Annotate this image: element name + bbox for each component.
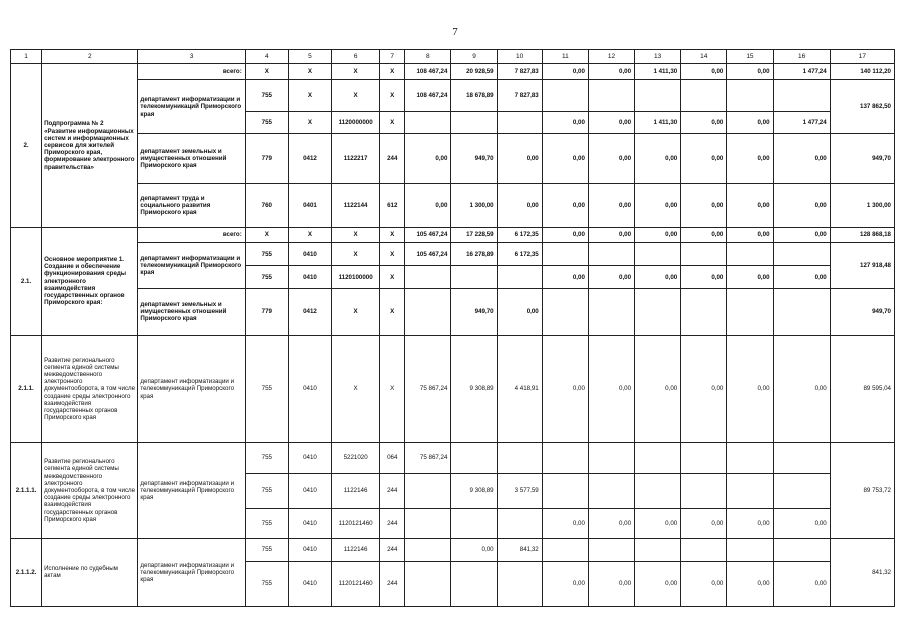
cell-c9: 9 308,89 [451,335,497,443]
cell-c7: 612 [380,184,405,228]
cell-c10: 841,32 [497,538,542,561]
cell-c10: 6 172,35 [497,227,542,242]
cell-c8: 108 467,24 [405,64,451,80]
cell-c17: 949,70 [830,134,894,184]
cell-c7: 064 [380,443,405,473]
cell-c7: 244 [380,562,405,607]
cell-c4: 755 [245,509,288,538]
cell-c8 [405,509,451,538]
cell-c16 [773,288,830,335]
cell-c12 [588,443,634,473]
cell-c9 [451,443,497,473]
total-label: всего: [138,64,245,80]
cell-c15: 0,00 [727,134,773,184]
executor: департамент труда и социального развития Приморского края [138,184,245,228]
cell-c6: 5221020 [332,443,380,473]
cell-c12: 0,00 [588,509,634,538]
item-name: Развитие регионального сегмента единой системы межведомственного электронного документооборота, в том числе создание среды электронного взаимодействия государственных органов Приморского края [42,443,138,539]
cell-c10: 7 827,83 [497,64,542,80]
table-row [11,538,895,561]
cell-c15 [727,243,773,266]
cell-c6: 1120100000 [332,266,380,288]
cell-c4: 755 [245,266,288,288]
cell-c12: 0,00 [588,227,634,242]
cell-c7: X [380,335,405,443]
cell-c16: 0,00 [773,227,830,242]
cell-c15: 0,00 [727,509,773,538]
cell-c6: 1120000000 [332,111,380,133]
cell-c6: X [332,227,380,242]
cell-c8 [405,562,451,607]
cell-c14: 0,00 [681,64,727,80]
item-name: Исполнение по судебным актам [42,538,138,606]
column-number: 3 [138,50,245,64]
cell-c13 [635,473,681,509]
cell-c9: 17 228,59 [451,227,497,242]
cell-c10 [497,443,542,473]
cell-c13: 0,00 [635,562,681,607]
cell-c14 [681,288,727,335]
cell-c12 [588,80,634,112]
column-number: 12 [588,50,634,64]
cell-c14: 0,00 [681,134,727,184]
cell-c10 [497,111,542,133]
cell-c10: 0,00 [497,288,542,335]
cell-c6: X [332,80,380,112]
cell-c16 [773,443,830,473]
cell-c15: 0,00 [727,64,773,80]
executor: департамент информатизации и телекоммуникаций Приморского края [138,538,245,606]
column-number: 1 [11,50,42,64]
item-number: 2.1.1.1. [11,443,42,539]
cell-c7: X [380,243,405,266]
item-name: Развитие регионального сегмента единой системы межведомственного электронного документооборота, в том числе создание среды электронного взаимодействия государственных органов Приморского края [42,335,138,443]
cell-c9: 1 300,00 [451,184,497,228]
cell-c6: 1122217 [332,134,380,184]
cell-c8 [405,111,451,133]
cell-c13: 1 411,30 [635,64,681,80]
cell-c11: 0,00 [542,335,588,443]
cell-c12: 0,00 [588,562,634,607]
cell-c7: 244 [380,473,405,509]
item-name: Основное мероприятие 1. Создание и обеспечение функционирования среды электронного взаимодействия государственных органов Приморского края: [42,227,138,335]
item-name: Подпрограмма № 2 «Развитие информационных систем и информационных сервисов для жителей Приморского края, формирование электронного правительства» [42,64,138,228]
cell-c12: 0,00 [588,134,634,184]
column-number: 17 [830,50,894,64]
cell-c13 [635,443,681,473]
cell-c15: 0,00 [727,562,773,607]
cell-c14: 0,00 [681,227,727,242]
cell-c11 [542,443,588,473]
cell-c17: 1 300,00 [830,184,894,228]
page-number: 7 [452,26,458,38]
cell-c8: 75 867,24 [405,443,451,473]
cell-c8: 0,00 [405,184,451,228]
cell-c8 [405,266,451,288]
executor: департамент информатизации и телекоммуникаций Приморского края [138,443,245,539]
cell-c4: 755 [245,243,288,266]
cell-c6: X [332,64,380,80]
table-row [11,288,895,335]
cell-c9: 949,70 [451,288,497,335]
cell-c6: 1120121460 [332,562,380,607]
cell-c12: 0,00 [588,335,634,443]
cell-c8 [405,288,451,335]
cell-c8: 105 467,24 [405,227,451,242]
cell-c12 [588,243,634,266]
executor: департамент информатизации и телекоммуникаций Приморского края [138,335,245,443]
cell-c13: 0,00 [635,184,681,228]
cell-c17: 140 112,20 [830,64,894,80]
column-number: 13 [635,50,681,64]
cell-c16: 0,00 [773,266,830,288]
cell-c15 [727,443,773,473]
cell-c11: 0,00 [542,64,588,80]
cell-c5: 0412 [288,134,331,184]
table-row [11,243,895,266]
table-row [11,80,895,112]
cell-c12: 0,00 [588,184,634,228]
column-number: 2 [42,50,138,64]
table-row [11,64,895,80]
cell-c14: 0,00 [681,266,727,288]
cell-c5: 0410 [288,335,331,443]
cell-c15: 0,00 [727,266,773,288]
cell-c17: 949,70 [830,288,894,335]
column-number: 10 [497,50,542,64]
item-number: 2. [11,64,42,228]
cell-c9: 20 928,59 [451,64,497,80]
cell-c15: 0,00 [727,111,773,133]
cell-c10: 0,00 [497,134,542,184]
cell-c4: 755 [245,562,288,607]
cell-c13 [635,80,681,112]
cell-c5: 0410 [288,473,331,509]
cell-c14 [681,80,727,112]
cell-c13: 0,00 [635,134,681,184]
cell-c4: 755 [245,538,288,561]
cell-c8: 105 467,24 [405,243,451,266]
cell-c10: 7 827,83 [497,80,542,112]
cell-c5: 0401 [288,184,331,228]
cell-c5: X [288,227,331,242]
cell-c15: 0,00 [727,184,773,228]
cell-c7: X [380,227,405,242]
cell-c17: 137 862,50 [830,80,894,134]
column-number: 6 [332,50,380,64]
cell-c15 [727,288,773,335]
cell-c12: 0,00 [588,64,634,80]
cell-c11: 0,00 [542,562,588,607]
item-number: 2.1. [11,227,42,335]
cell-c15: 0,00 [727,227,773,242]
cell-c5: 0410 [288,266,331,288]
column-number: 16 [773,50,830,64]
cell-c11: 0,00 [542,134,588,184]
cell-c14 [681,243,727,266]
cell-c7: X [380,80,405,112]
cell-c13 [635,538,681,561]
column-number: 4 [245,50,288,64]
cell-c16 [773,243,830,266]
cell-c14: 0,00 [681,111,727,133]
cell-c11 [542,473,588,509]
cell-c7: X [380,64,405,80]
cell-c6: X [332,335,380,443]
cell-c13: 0,00 [635,227,681,242]
cell-c14 [681,443,727,473]
cell-c17: 128 868,18 [830,227,894,242]
cell-c7: 244 [380,538,405,561]
cell-c13: 0,00 [635,509,681,538]
cell-c7: X [380,111,405,133]
column-number: 9 [451,50,497,64]
cell-c6: 1122146 [332,538,380,561]
cell-c10: 4 418,91 [497,335,542,443]
cell-c4: X [245,227,288,242]
cell-c4: 779 [245,288,288,335]
cell-c16: 0,00 [773,335,830,443]
cell-c13: 0,00 [635,266,681,288]
cell-c6: X [332,243,380,266]
cell-c12: 0,00 [588,111,634,133]
cell-c4: 779 [245,134,288,184]
cell-c16 [773,538,830,561]
budget-table [10,49,895,607]
cell-c9: 0,00 [451,538,497,561]
cell-c7: 244 [380,509,405,538]
cell-c5: 0410 [288,243,331,266]
cell-c11 [542,288,588,335]
cell-c10: 0,00 [497,184,542,228]
cell-c5: 0410 [288,538,331,561]
cell-c11: 0,00 [542,111,588,133]
cell-c7: X [380,266,405,288]
cell-c16: 0,00 [773,509,830,538]
cell-c4: 755 [245,111,288,133]
cell-c16: 0,00 [773,134,830,184]
cell-c4: X [245,64,288,80]
cell-c13 [635,288,681,335]
cell-c16: 0,00 [773,562,830,607]
table-row [11,443,895,473]
cell-c8: 108 467,24 [405,80,451,112]
cell-c9 [451,266,497,288]
cell-c10: 6 172,35 [497,243,542,266]
cell-c11: 0,00 [542,227,588,242]
cell-c14 [681,538,727,561]
cell-c9 [451,562,497,607]
cell-c17: 89 753,72 [830,443,894,539]
cell-c16: 1 477,24 [773,111,830,133]
cell-c8: 0,00 [405,134,451,184]
cell-c16 [773,80,830,112]
cell-c5: 0412 [288,288,331,335]
cell-c10: 3 577,59 [497,473,542,509]
cell-c14: 0,00 [681,509,727,538]
cell-c11 [542,80,588,112]
table-row [11,184,895,228]
cell-c4: 755 [245,473,288,509]
column-number: 5 [288,50,331,64]
cell-c5: 0410 [288,443,331,473]
cell-c8 [405,473,451,509]
table-row [11,335,895,443]
cell-c9: 949,70 [451,134,497,184]
cell-c14: 0,00 [681,184,727,228]
executor: департамент земельных и имущественных отношений Приморского края [138,134,245,184]
executor: департамент информатизации и телекоммуникаций Приморского края [138,80,245,134]
cell-c17: 127 918,48 [830,243,894,289]
cell-c17: 89 595,04 [830,335,894,443]
cell-c11 [542,538,588,561]
cell-c9: 18 678,89 [451,80,497,112]
cell-c11 [542,243,588,266]
cell-c4: 760 [245,184,288,228]
column-number: 15 [727,50,773,64]
cell-c5: X [288,64,331,80]
cell-c7: 244 [380,134,405,184]
cell-c16: 1 477,24 [773,64,830,80]
cell-c14: 0,00 [681,335,727,443]
cell-c12 [588,288,634,335]
executor: департамент земельных и имущественных отношений Приморского края [138,288,245,335]
cell-c15: 0,00 [727,335,773,443]
cell-c8 [405,538,451,561]
column-number: 8 [405,50,451,64]
cell-c6: 1122144 [332,184,380,228]
table-row [11,227,895,242]
cell-c13 [635,243,681,266]
cell-c15 [727,473,773,509]
cell-c11: 0,00 [542,266,588,288]
cell-c16 [773,473,830,509]
cell-c4: 755 [245,443,288,473]
cell-c11: 0,00 [542,184,588,228]
cell-c10 [497,266,542,288]
cell-c6: 1122146 [332,473,380,509]
cell-c5: 0410 [288,562,331,607]
column-number: 14 [681,50,727,64]
column-number: 7 [380,50,405,64]
cell-c16: 0,00 [773,184,830,228]
cell-c9: 16 278,89 [451,243,497,266]
cell-c15 [727,80,773,112]
cell-c10 [497,509,542,538]
cell-c15 [727,538,773,561]
cell-c8: 75 867,24 [405,335,451,443]
executor: департамент информатизации и телекоммуникаций Приморского края [138,243,245,289]
cell-c14 [681,473,727,509]
cell-c5: X [288,111,331,133]
cell-c12: 0,00 [588,266,634,288]
cell-c12 [588,473,634,509]
cell-c4: 755 [245,335,288,443]
column-number-row [11,50,895,64]
cell-c10 [497,562,542,607]
cell-c5: 0410 [288,509,331,538]
cell-c4: 755 [245,80,288,112]
cell-c9 [451,111,497,133]
cell-c12 [588,538,634,561]
cell-c7: X [380,288,405,335]
cell-c5: X [288,80,331,112]
item-number: 2.1.1.2. [11,538,42,606]
cell-c9: 9 308,89 [451,473,497,509]
cell-c6: 1120121460 [332,509,380,538]
cell-c9 [451,509,497,538]
cell-c14: 0,00 [681,562,727,607]
cell-c11: 0,00 [542,509,588,538]
cell-c13: 0,00 [635,335,681,443]
table-row [11,134,895,184]
column-number: 11 [542,50,588,64]
item-number: 2.1.1. [11,335,42,443]
cell-c13: 1 411,30 [635,111,681,133]
total-label: всего: [138,227,245,242]
cell-c6: X [332,288,380,335]
cell-c17: 841,32 [830,538,894,606]
